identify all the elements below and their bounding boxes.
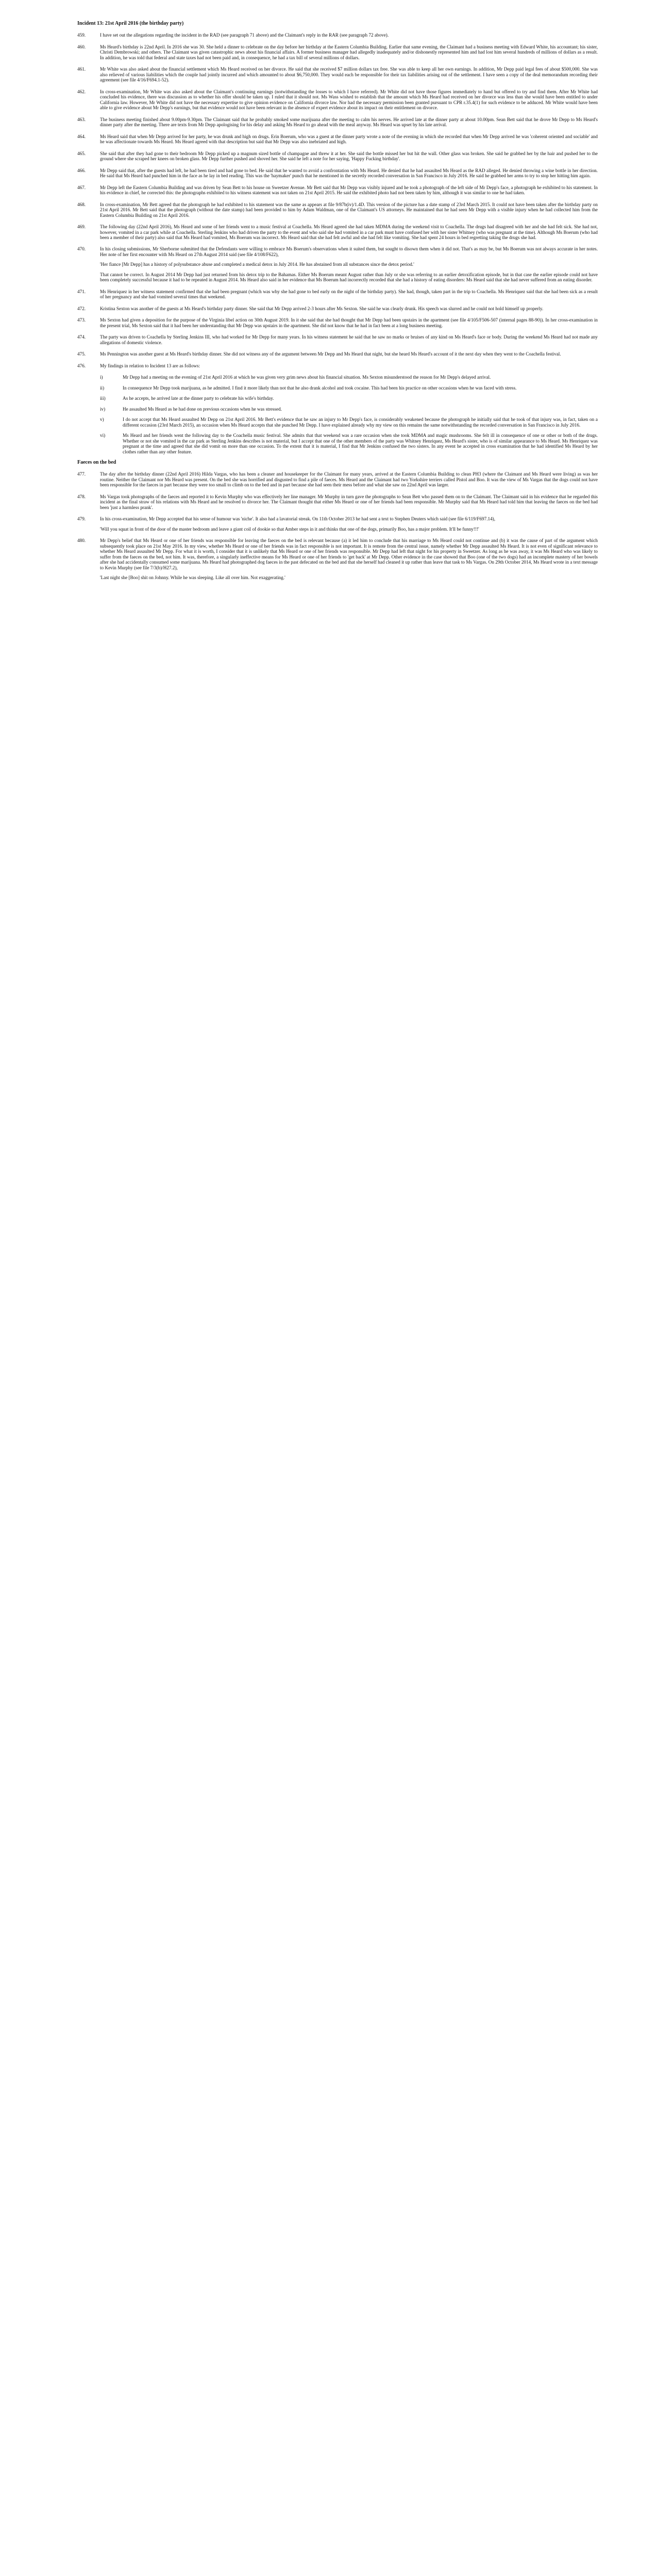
paragraph-body [100,44,598,60]
paragraph-body [100,538,598,580]
paragraph-text: Kristina Sexton was another of the guests at Ms Heard's birthday party dinner. She said that Mr Depp arrived 2-3 hours after Ms Sexton. She said he was clearly drunk. His speech was slurred and he could not hold himself up properly. [100,306,544,311]
paragraph-text: That cannot be correct. In August 2014 Mr Depp had just returned from his detox trip to the Bahamas. Either Ms Boerum meant August rather than July or she was referring to an earlier detoxification episode, but in that case the earlier episode could not have been completely successful because it had to be repeated in August 2014. Ms Heard also said in her evidence that Ms Boerum had incorrectly recorded that she had a history of eating disorders: Ms Heard said that she had never suffered from an eating disorder. [100,272,598,283]
finding-label: vi) [100,433,106,438]
paragraph-body [100,317,598,328]
paragraph-text: Ms Sexton had given a deposition for the purpose of the Virginia libel action on 30th August 2019. In it she said that she had thought that Mr Depp had been upstairs in the apartment (see file 4/105/F506-507 (internal pages 88-90)). In her cross-examination in the present trial, Ms Sexton said that it had been her understanding that Mr Depp was upstairs in the apartment. She did not know that he had in fact been at a long business meeting. [100,317,598,328]
paragraph-number: 472. [77,306,86,311]
section-heading-incident-13: Incident 13: 21st April 2016 (the birthday party) [77,21,184,26]
finding-item [100,385,598,391]
paragraph-text: The business meeting finished about 9.00pm-9.30pm. The Claimant said that he probably smoked some marijuana after the meeting to calm his nerves. He arrived late at the dinner party at about 10.00pm. Sean Bett said that he drove Mr Depp to Ms Heard's dinner party after the meeting. There are texts from Mr Depp apologising for his delay and asking Ms Heard to go ahead with the meal anyway. Ms Heard was upset by his late arrival. [100,116,598,128]
paragraph-number: 474. [77,334,86,340]
finding-item [100,417,598,428]
numbered-paragraph [77,66,598,82]
numbered-paragraph [77,538,598,580]
paragraph-text: Ms Vargas took photographs of the faeces and reported it to Kevin Murphy who was effectively her line manager. Mr Murphy in turn gave the photographs to Sean Bett who passed them on to the Claimant. The Claimant said in his evidence that he regarded this incident as the final straw of his relations with Ms Heard and he resolved to divorce her. The Claimant thought that either Ms Heard or one of her friends had been responsible. Mr Murphy said that Ms Heard had told him that leaving the faeces on the bed had been 'just a harmless prank'. [100,494,598,510]
paragraph-body [100,306,598,311]
paragraph-text: In cross-examination, Mr White was also asked about the Claimant's continuing earnings (notwithstanding the losses to which I have referred). Mr White did not have those figures immediately to hand but offered to try and find them. After Mr White had concluded his evidence, there was discussion as to whether his offer should be taken up. I ruled that it should not. Ms Wass wished to establish that the amount which Ms Heard had received on her divorce was less than she would have been entitled to under California law. However, Mr White did not have the necessary expertise to give opinion evidence on California divorce law. Nor had the necessary permission been granted pursuant to CPR r.35.4(1) for such evidence to be adduced. Mr White would have been able to give evidence about Mr Depp's earnings, but that evidence would not have been relevant in the absence of expert evidence about its impact on their entitlement on divorce. [100,89,598,111]
paragraph-body [100,32,598,38]
paragraph-text: Mr Depp's belief that Ms Heard or one of her friends was responsible for leaving the faeces on the bed is relevant because (a) it led him to conclude that his marriage to Ms Heard could not continue and (b) it was the cause of part of the argument which subsequently took place on 21st May 2016. In my view, whether Ms Heard or one of her friends was in fact responsible is not important. It is remote from the central issue, namely whether Mr Depp assaulted Ms Heard. It is not even of significant relevance to whether Ms Heard assaulted Mr Depp. For what it is worth, I consider that it is unlikely that Ms Heard or one of her friends was responsible. Mr Depp had left that night for his property in Sweetzer. As long as he was away, it was Ms Heard who was likely to suffer from the faeces on the bed, not him. It was, therefore, a singularly ineffective means for Ms Heard or one of her friends to 'get back' at Mr Depp. Other evidence in the case showed that Boo (one of the two dogs) had an incomplete mastery of her bowels after she had accidentally consumed some marijuana. Ms Heard had photographed dog faeces in the past defecated on the bed and that she herself had cleaned it up rather than leave that task to Ms Vargas. On 29th October 2014, Ms Heard wrote in a text message to Kevin Murphy (see file 7/3(b)/H27.2), [100,538,598,570]
paragraph-list [77,32,598,368]
paragraph-text: Mr Depp said that, after the guests had left, he had been tired and had gone to bed. He said that he wanted to avoid a confrontation with Ms Heard. He denied that he had assaulted Ms Heard as the RAD alleged. He denied throwing a wine bottle in her direction. He said that Ms Heard had punched him in the face as he lay in bed reading. This was the 'haymaker' punch that he mentioned in the secretly recorded conversation in San Francisco in July 2016. He said he grabbed her arms to try to stop her hitting him again. [100,167,598,179]
paragraph-body [100,151,598,162]
section-heading-faeces: Faeces on the bed [77,460,116,466]
paragraph-text: Ms Heard's birthday is 22nd April. In 2016 she was 30. She held a dinner to celebrate on the day before her birthday at the Eastern Columbia Building. Earlier that same evening, the Claimant had a business meeting with Edward White, his accountant; his sister, Christi Dembrowski; and others. The Claimant was given catastrophic news about his financial affairs. A former business manager had allegedly inadequately and/or dishonestly represented him and had lost him several hundreds of millions of dollars as a result. In addition, he was told that federal and state taxes had not been paid and, in consequence, he had a tax bill of several millions of dollars. [100,44,598,60]
paragraph-list-2 [77,471,598,580]
paragraph-body [100,246,598,282]
numbered-paragraph [77,117,598,128]
paragraph-number: 468. [77,201,86,207]
numbered-paragraph [77,32,598,38]
numbered-paragraph [77,224,598,240]
numbered-paragraph [77,363,598,368]
finding-text: As he accepts, he arrived late at the dinner party to celebrate his wife's birthday. [123,396,274,401]
paragraph-body [100,202,598,218]
finding-text: I do not accept that Ms Heard assaulted Mr Depp on 21st April 2016. Mr Bett's evidence that he saw an injury to Mr Depp's face, is considerably weakened because the photograph he initially said that he took of that injury was, in fact, taken on a different occasion (23rd March 2015), an occasion when Ms Heard accepts that she punched Mr Depp. I have explained already why my view on this remains the same notwithstanding the recorded conversation in San Francisco in July 2016. [123,417,598,428]
paragraph-body [100,471,598,487]
paragraph-number: 475. [77,351,86,357]
paragraph-text: The day after the birthday dinner (22nd April 2016) Hilda Vargas, who has been a cleaner and housekeeper for the Claimant for many years, arrived at the Eastern Columbia Building to clean PH3 (where the Claimant and Ms Heard were living) as was her routine. Neither the Claimant nor Ms Heard was present. On the bed she was horrified and disgusted to find a pile of faeces. Ms Heard and the Claimant had two Yorkshire terriers called Pistol and Boo. It was the view of Ms Vargas that the dogs could not have been responsible for the faeces in part because they were too small to climb on to the bed and in part because she had seen their mess before and what she saw on 22nd April was larger. [100,471,598,488]
numbered-paragraph [77,494,598,510]
finding-text: In consequence Mr Depp took marijuana, as he admitted. I find it more likely than not that he also drank alcohol and took cocaine. This had been his practice on other occasions when he was faced with stress. [123,385,517,391]
numbered-paragraph [77,317,598,328]
paragraph-text: In cross-examination, Mr Bett agreed that the photograph he had exhibited to his statement was the same as appears at file 9/87b(iv)/1.4D. This version of the picture has a date stamp of 23rd March 2015. It could not have been taken after the birthday party on 21st April 2016. Mr Bett said that the photograph (without the date stamp) had been provided to him by Adam Waldman, one of the Claimant's US attorneys. He maintained that he had seen Mr Depp with a visible injury when he had collected him from the Eastern Columbia Building on 21st April 2016. [100,201,598,218]
paragraph-body [100,363,598,368]
numbered-paragraph [77,289,598,300]
paragraph-number: 461. [77,66,86,72]
numbered-paragraph [77,334,598,345]
paragraph-number: 470. [77,246,86,252]
paragraph-number: 473. [77,317,86,323]
numbered-paragraph [77,89,598,111]
numbered-paragraph [77,185,598,196]
paragraph-number: 480. [77,538,86,544]
paragraph-number: 467. [77,184,86,190]
finding-item [100,375,598,380]
paragraph-text: She said that after they had gone to their bedroom Mr Depp picked up a magnum sized bottle of champagne and threw it at her. She said the bottle missed her but hit the wall. Other glass was broken. She said he grabbed her by the hair and pushed her to the ground where she scraped her knees on broken glass. Mr Depp further pushed and shoved her. She said he left a note for her saying, 'Happy Fucking birthday'. [100,150,598,162]
findings-list [77,375,598,454]
paragraph-text: Mr Depp left the Eastern Columbia Building and was driven by Sean Bett to his house on Sweetzer Avenue. Mr Bett said that Mr Depp was visibly injured and he took a photograph of the left side of Mr Depp's face, a photograph he exhibited to his statement. In his evidence in chief, he corrected this: the photographs exhibited to his witness statement was not taken on 21st April 2015. He said the exhibited photo had not been taken by him, although it was similar to one he had taken. [100,184,598,196]
numbered-paragraph [77,44,598,60]
finding-label: iv) [100,406,106,412]
numbered-paragraph [77,351,598,357]
paragraph-body [100,89,598,111]
paragraph-text: The party was driven to Coachella by Sterling Jenkins III, who had worked for Mr Depp for many years. In his witness statement he said that he saw no marks or bruises of any kind on Ms Heard's face or body. During the weekend Ms Heard had not made any allegations of domestic violence. [100,334,598,345]
paragraph-number: 469. [77,224,86,230]
numbered-paragraph [77,471,598,487]
quoted-text: 'Last night she [Boo] shit on Johnny. While he was sleeping. Like all over him. Not exaggerating.' [100,575,285,581]
paragraph-body [100,168,598,179]
paragraph-text: In his cross-examination, Mr Depp accepted that his sense of humour was 'niche'. It also had a lavatorial streak. On 11th October 2013 he had sent a text to Stephen Deuters which said (see file 6/119/F697.14), [100,516,496,522]
paragraph-number: 471. [77,289,86,294]
paragraph-body [100,224,598,240]
finding-label: iii) [100,396,106,401]
paragraph-number: 463. [77,116,86,122]
paragraph-number: 477. [77,471,86,477]
quoted-text: 'Her fiance [Mr Depp] has a history of polysubstance abuse and completed a medical detox in July 2014. He has abstained from all substances since the detox period.' [100,262,414,267]
paragraph-text: Ms Henriquez in her witness statement confirmed that she had been pregnant (which was why she had gone to bed early on the night of the birthday party). She had, though, taken part in the trip to Coachella. Ms Henriquez said that she had been sick as a result of her pregnancy and she had vomited several times that weekend. [100,289,598,300]
paragraph-body [100,117,598,128]
paragraph-number: 459. [77,32,86,38]
paragraph-text: In his closing submissions, Mr Sherborne submitted that the Defendants were willing to embrace Ms Boerum's observations when it suited them, but sought to disown them when it did not. That's as may be, but Ms Boerum was not always accurate in her notes. Her note of her first encounter with Ms Heard on 27th August 2014 said (see file 4/108/F622), [100,246,598,257]
numbered-paragraph [77,516,598,532]
numbered-paragraph [77,168,598,179]
paragraph-number: 464. [77,133,86,139]
finding-label: v) [100,417,104,422]
quoted-text: 'Will you squat in front of the door of the master bedroom and leave a giant coil of dookie so that Amber steps in it and thinks that one of the dogs, primarily Boo, has a major problem. It'll be funny!!!' [100,526,479,532]
paragraph-number: 478. [77,494,86,499]
paragraph-text: Ms Heard said that when Mr Depp arrived for her party, he was drunk and high on drugs. Erin Boerum, who was a guest at the dinner party wrote a note of the evening in which she recorded that when Mr Depp arrived he was 'coherent oriented and sociable' and he was affectionate towards Ms Heard. Ms Heard agreed with that description but said that Mr Depp was also inebriated and high. [100,133,598,145]
numbered-paragraph [77,306,598,311]
numbered-paragraph [77,151,598,162]
paragraph-number: 462. [77,89,86,94]
paragraph-text: Ms Pennington was another guest at Ms Heard's birthday dinner. She did not witness any of the argument between Mr Depp and Ms Heard that night, but she heard Ms Heard's account of it the next day when they went to the Coachella festival. [100,351,561,357]
finding-item [100,406,598,412]
paragraph-body [100,516,598,532]
paragraph-number: 465. [77,150,86,156]
paragraph-text: I have set out the allegations regarding the incident in the RAD (see paragraph 71 above) and the Claimant's reply in the RAR (see paragraph 72 above). [100,32,389,38]
paragraph-body [100,185,598,196]
paragraph-body [100,134,598,145]
paragraph-body [100,334,598,345]
finding-text: He assaulted Ms Heard as he had done on previous occasions when he was stressed. [123,406,282,412]
paragraph-body [100,351,598,357]
finding-text: Mr Depp had a meeting on the evening of 21st April 2016 at which he was given very grim news about his financial situation. Ms Sexton misunderstood the reason for Mr Depp's delayed arrival. [123,375,491,380]
finding-text: Ms Heard and her friends went the following day to the Coachella music festival. She admits that that weekend was a rare occasion when she took MDMA and magic mushrooms. She felt ill in consequence of one or other or both of the drugs. Whether or not she vomited in the car park as Sterling Jenkins describes is not material, but I accept that one of the other members of the party was Whitney Henriquez, Ms Heard's sister, who is of similar appearance to Ms Heard. Ms Henriquez was pregnant at the time and agreed that she did vomit on more than one occasion. To the extent that it is material, I find that Mr Jenkins confused the two sisters. In any event he accepted in cross examination that he had identified Ms Heard by her clothes rather than any other feature. [123,433,598,454]
numbered-paragraph [77,246,598,282]
paragraph-text: Mr White was also asked about the financial settlement which Ms Heard received on her divorce. He said that she received $7 million dollars tax free. She was able to keep all her own earnings. In addition, Mr Depp paid legal fees of about $500,000. She was also relieved of various liabilities which the couple had jointly incurred and which amounted to about $6,750,000. They would each be responsible for their tax liabilities arising out of the settlement. I have seen a copy of the deal memorandum recording their agreement (see file 4/16/F694.1-52). [100,66,598,83]
judgment-page [77,21,598,2576]
paragraph-body [100,66,598,82]
paragraph-text: The following day (22nd April 2016), Ms Heard and some of her friends went to a music festival at Coachella. Ms Heard agreed she had taken MDMA during the weekend visit to Coachella. The drugs had disagreed with her and she had felt sick. She had not, however, vomited in a car park while at Coachella. Sterling Jenkins who had driven the party to the event and who said she had vomited in a car park must have confused her with her sister Whitney (who was pregnant at the time). Although Ms Boerum (who had been a member of their party) also said that Ms Heard had vomited, Ms Boerum was incorrect. Ms Heard said that she had felt awful and she had felt like vomiting. She had spent 24 hours in bed regretting taking the drugs she had. [100,224,598,240]
paragraph-number: 466. [77,167,86,173]
paragraph-number: 476. [77,363,86,368]
paragraph-text: My findings in relation to Incident 13 are as follows: [100,363,200,368]
paragraph-body [100,289,598,300]
numbered-paragraph [77,134,598,145]
finding-label: ii) [100,385,105,391]
paragraph-number: 460. [77,44,86,49]
paragraph-body [100,494,598,510]
numbered-paragraph [77,202,598,218]
finding-item [100,396,598,401]
finding-label: i) [100,375,103,380]
finding-item [100,433,598,454]
paragraph-number: 479. [77,516,86,522]
